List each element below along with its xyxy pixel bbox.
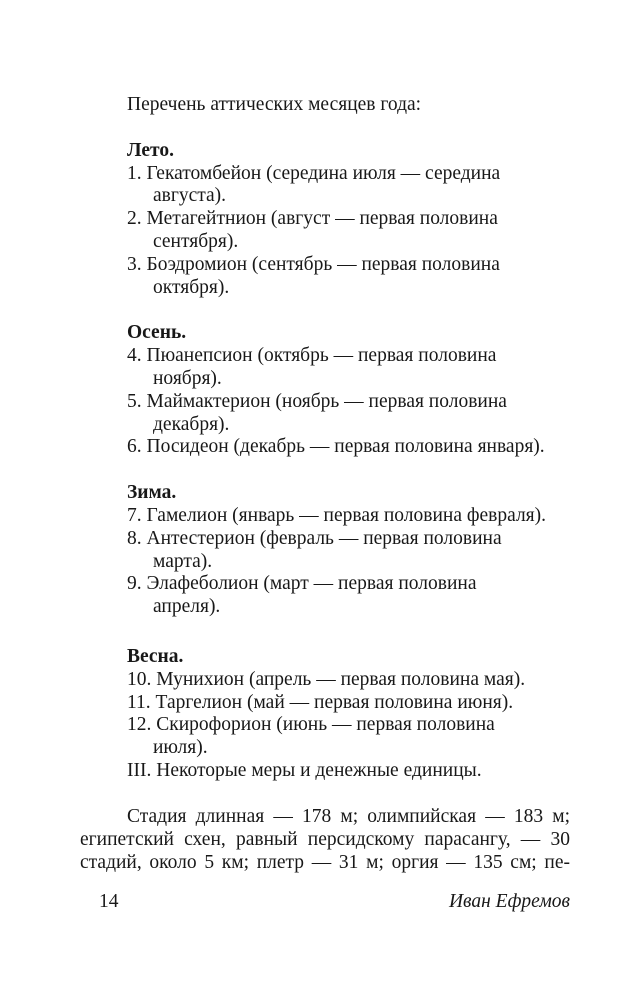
paragraph-line: египетский схен, равный персидскому парасангу, — 30 (80, 829, 570, 851)
month-item-line: 1. Гекатомбейон (середина июля — середина (127, 162, 501, 184)
month-item-line: 4. Пюанепсион (октябрь — первая половина (127, 345, 497, 367)
page-footer (80, 891, 570, 914)
month-item-continuation-line: апреля). (153, 596, 221, 618)
month-item-continuation-line: июля). (153, 737, 208, 759)
season-heading-winter: Зима. (127, 482, 177, 504)
month-item-line: 6. Посидеон (декабрь — первая половина января). (127, 436, 545, 458)
page-content (80, 94, 570, 875)
month-item-continuation-line: августа). (153, 185, 227, 207)
season-section-spring (80, 646, 570, 783)
paragraph-line: стадий, около 5 км; плетр — 31 м; оргия — 135 см; пе- (80, 851, 570, 873)
month-item-line: 11. Таргелион (май — первая половина июня). (127, 691, 514, 713)
season-heading-summer: Лето. (127, 139, 174, 161)
season-heading-autumn: Осень. (127, 322, 187, 344)
month-item-line: 9. Элафеболион (март — первая половина (127, 573, 477, 595)
month-item-continuation-line: ноября). (153, 367, 222, 389)
month-item-line: 12. Скирофорион (июнь — первая половина (127, 714, 495, 736)
month-item-continuation-line: марта). (153, 550, 213, 572)
season-heading-spring: Весна. (127, 645, 184, 667)
paragraph-line: Стадия длинная — 178 м; олимпийская — 183 м; (127, 806, 570, 828)
measures-paragraph (80, 806, 570, 874)
month-item-line: 2. Метагейтнион (август — первая половина (127, 208, 498, 230)
toc-entry-line: III. Некоторые меры и денежные единицы. (127, 759, 482, 781)
month-item-continuation-line: сентября). (153, 230, 239, 252)
month-item-line: 10. Мунихион (апрель — первая половина мая). (127, 668, 526, 690)
month-item-line: 3. Боэдромион (сентябрь — первая половина (127, 253, 500, 275)
intro-line: Перечень аттических месяцев года: (127, 94, 422, 115)
season-section-autumn (80, 322, 570, 459)
season-section-winter (80, 482, 570, 619)
month-item-line: 5. Маймактерион (ноябрь — первая половина (127, 390, 507, 412)
season-section-summer (80, 140, 570, 300)
month-item-line: 8. Антестерион (февраль — первая половина (127, 527, 502, 549)
author-name: Иван Ефремов (448, 891, 570, 912)
month-item-continuation-line: декабря). (153, 413, 230, 435)
month-item-continuation-line: октября). (153, 276, 230, 298)
month-item-line: 7. Гамелион (январь — первая половина февраля). (127, 504, 547, 526)
page-number: 14 (99, 891, 119, 912)
